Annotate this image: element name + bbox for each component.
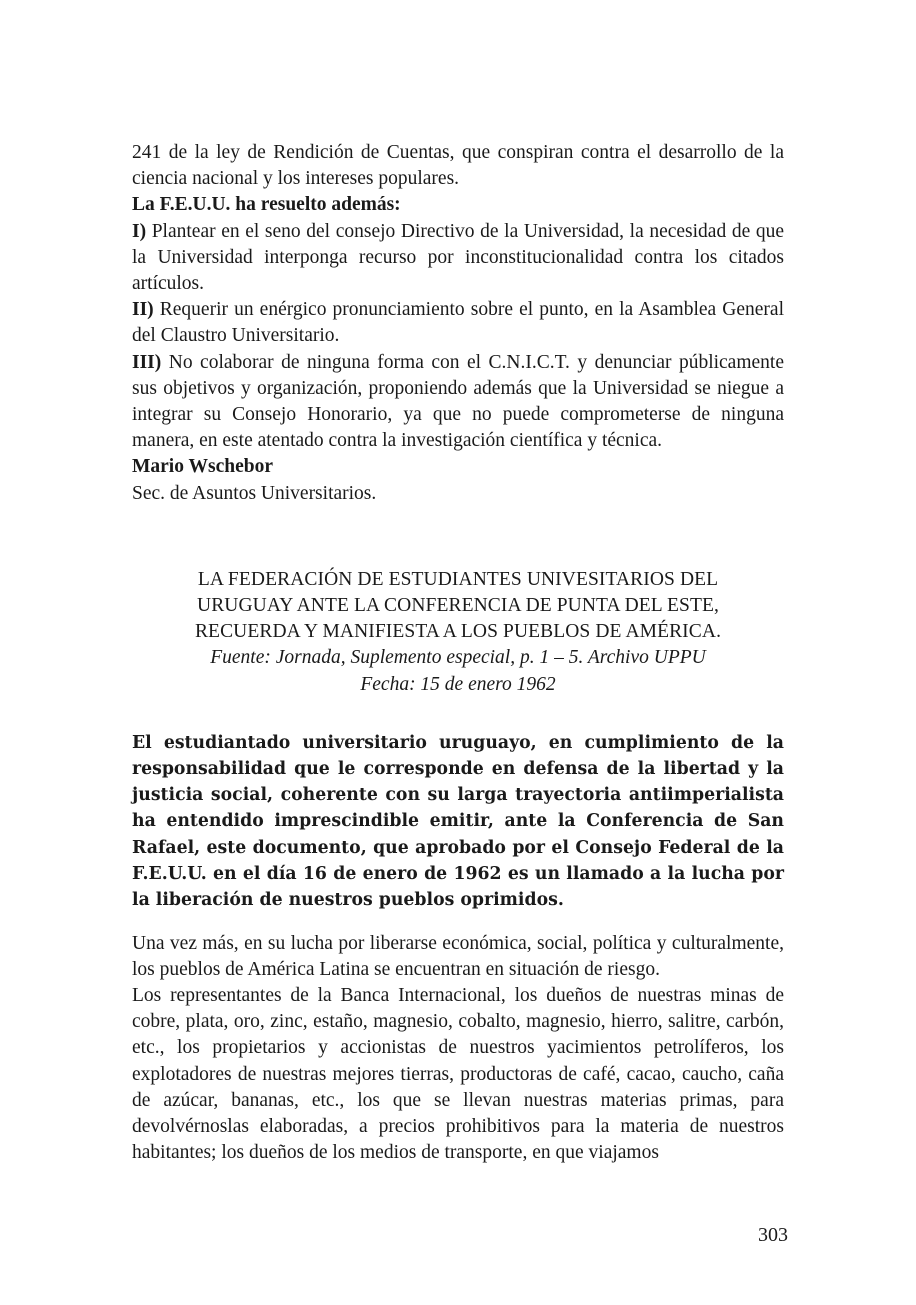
section-title-line-3: RECUERDA Y MANIFIESTA A LOS PUEBLOS DE AMÉRICA. <box>194 621 722 643</box>
section-header <box>132 567 784 698</box>
paragraph-2: Una vez más, en su lucha por liberarse económica, social, política y culturalmente, los pueblos de América Latina se encuentran en situación de riesgo. <box>132 932 784 980</box>
section-source: Fuente: Jornada, Suplemento especial, p. 1 – 5. Archivo UPPU <box>210 647 706 669</box>
resolution-item-3 <box>132 350 784 455</box>
paragraph-3: Los representantes de la Banca Internacional, los dueños de nuestras minas de cobre, plata, oro, zinc, estaño, magnesio, cobalto, magnesio, hierro, salitre, carbón, etc., los propietarios y accionistas de nuestros yacimientos petrolíferos, los explotadores de nuestras mejores tierras, productoras de café, cacao, caucho, caña de azúcar, bananas, etc., los que se llevan nuestras materias primas, para devolvérnoslas elaboradas, a precios prohibitivos para la materia de nuestros habitantes; los dueños de los medios de transporte, en que viajamos <box>132 984 784 1164</box>
signer-name: Mario Wschebor <box>132 456 273 478</box>
resolve-heading: La F.E.U.U. ha resuelto además: <box>132 194 401 216</box>
page-number: 303 <box>758 1224 788 1246</box>
lead-paragraph: El estudiantado universitario uruguayo, en cumplimiento de la responsabilidad que le corresponde en defensa de la libertad y la justicia social, coherente con su larga trayectoria antiimperialista ha entendido imprescindible emitir, ante la Conferencia de San Rafael, este documento, que aprobado por el Consejo Federal de la F.E.U.U. en el día 16 de enero de 1962 es un llamado a la lucha por la liberación de nuestros pueblos oprimidos. <box>132 732 784 911</box>
item-text: Plantear en el seno del consejo Directivo de la Universidad, la necesidad de que la Universidad interponga recurso por inconstitucionalidad contra los citados artículos. <box>132 220 784 295</box>
section-title-line-1: LA FEDERACIÓN DE ESTUDIANTES UNIVESITARIOS DEL <box>197 568 719 590</box>
paragraph-intro: 241 de la ley de Rendición de Cuentas, que conspiran contra el desarrollo de la ciencia nacional y los intereses populares. <box>132 142 784 190</box>
section-title-line-2: URUGUAY ANTE LA CONFERENCIA DE PUNTA DEL ESTE, <box>197 595 719 617</box>
item-number: II) <box>132 299 154 321</box>
item-number: III) <box>132 351 162 373</box>
resolution-item-2 <box>132 297 784 349</box>
resolution-item-1 <box>132 219 784 298</box>
item-number: I) <box>132 220 147 242</box>
item-text: Requerir un enérgico pronunciamiento sobre el punto, en la Asamblea General del Claustro Universitario. <box>132 299 784 347</box>
page-content <box>132 140 784 1166</box>
section-date: Fecha: 15 de enero 1962 <box>360 673 556 695</box>
item-text: No colaborar de ninguna forma con el C.N.I.C.T. y denunciar públicamente sus objetivos y organización, proponiendo además que la Universidad se niegue a integrar su Consejo Honorario, ya que no puede comprometerse de ninguna manera, en este atentado contra la investigación científica y técnica. <box>132 351 784 452</box>
signer-role: Sec. de Asuntos Universitarios. <box>132 482 377 504</box>
